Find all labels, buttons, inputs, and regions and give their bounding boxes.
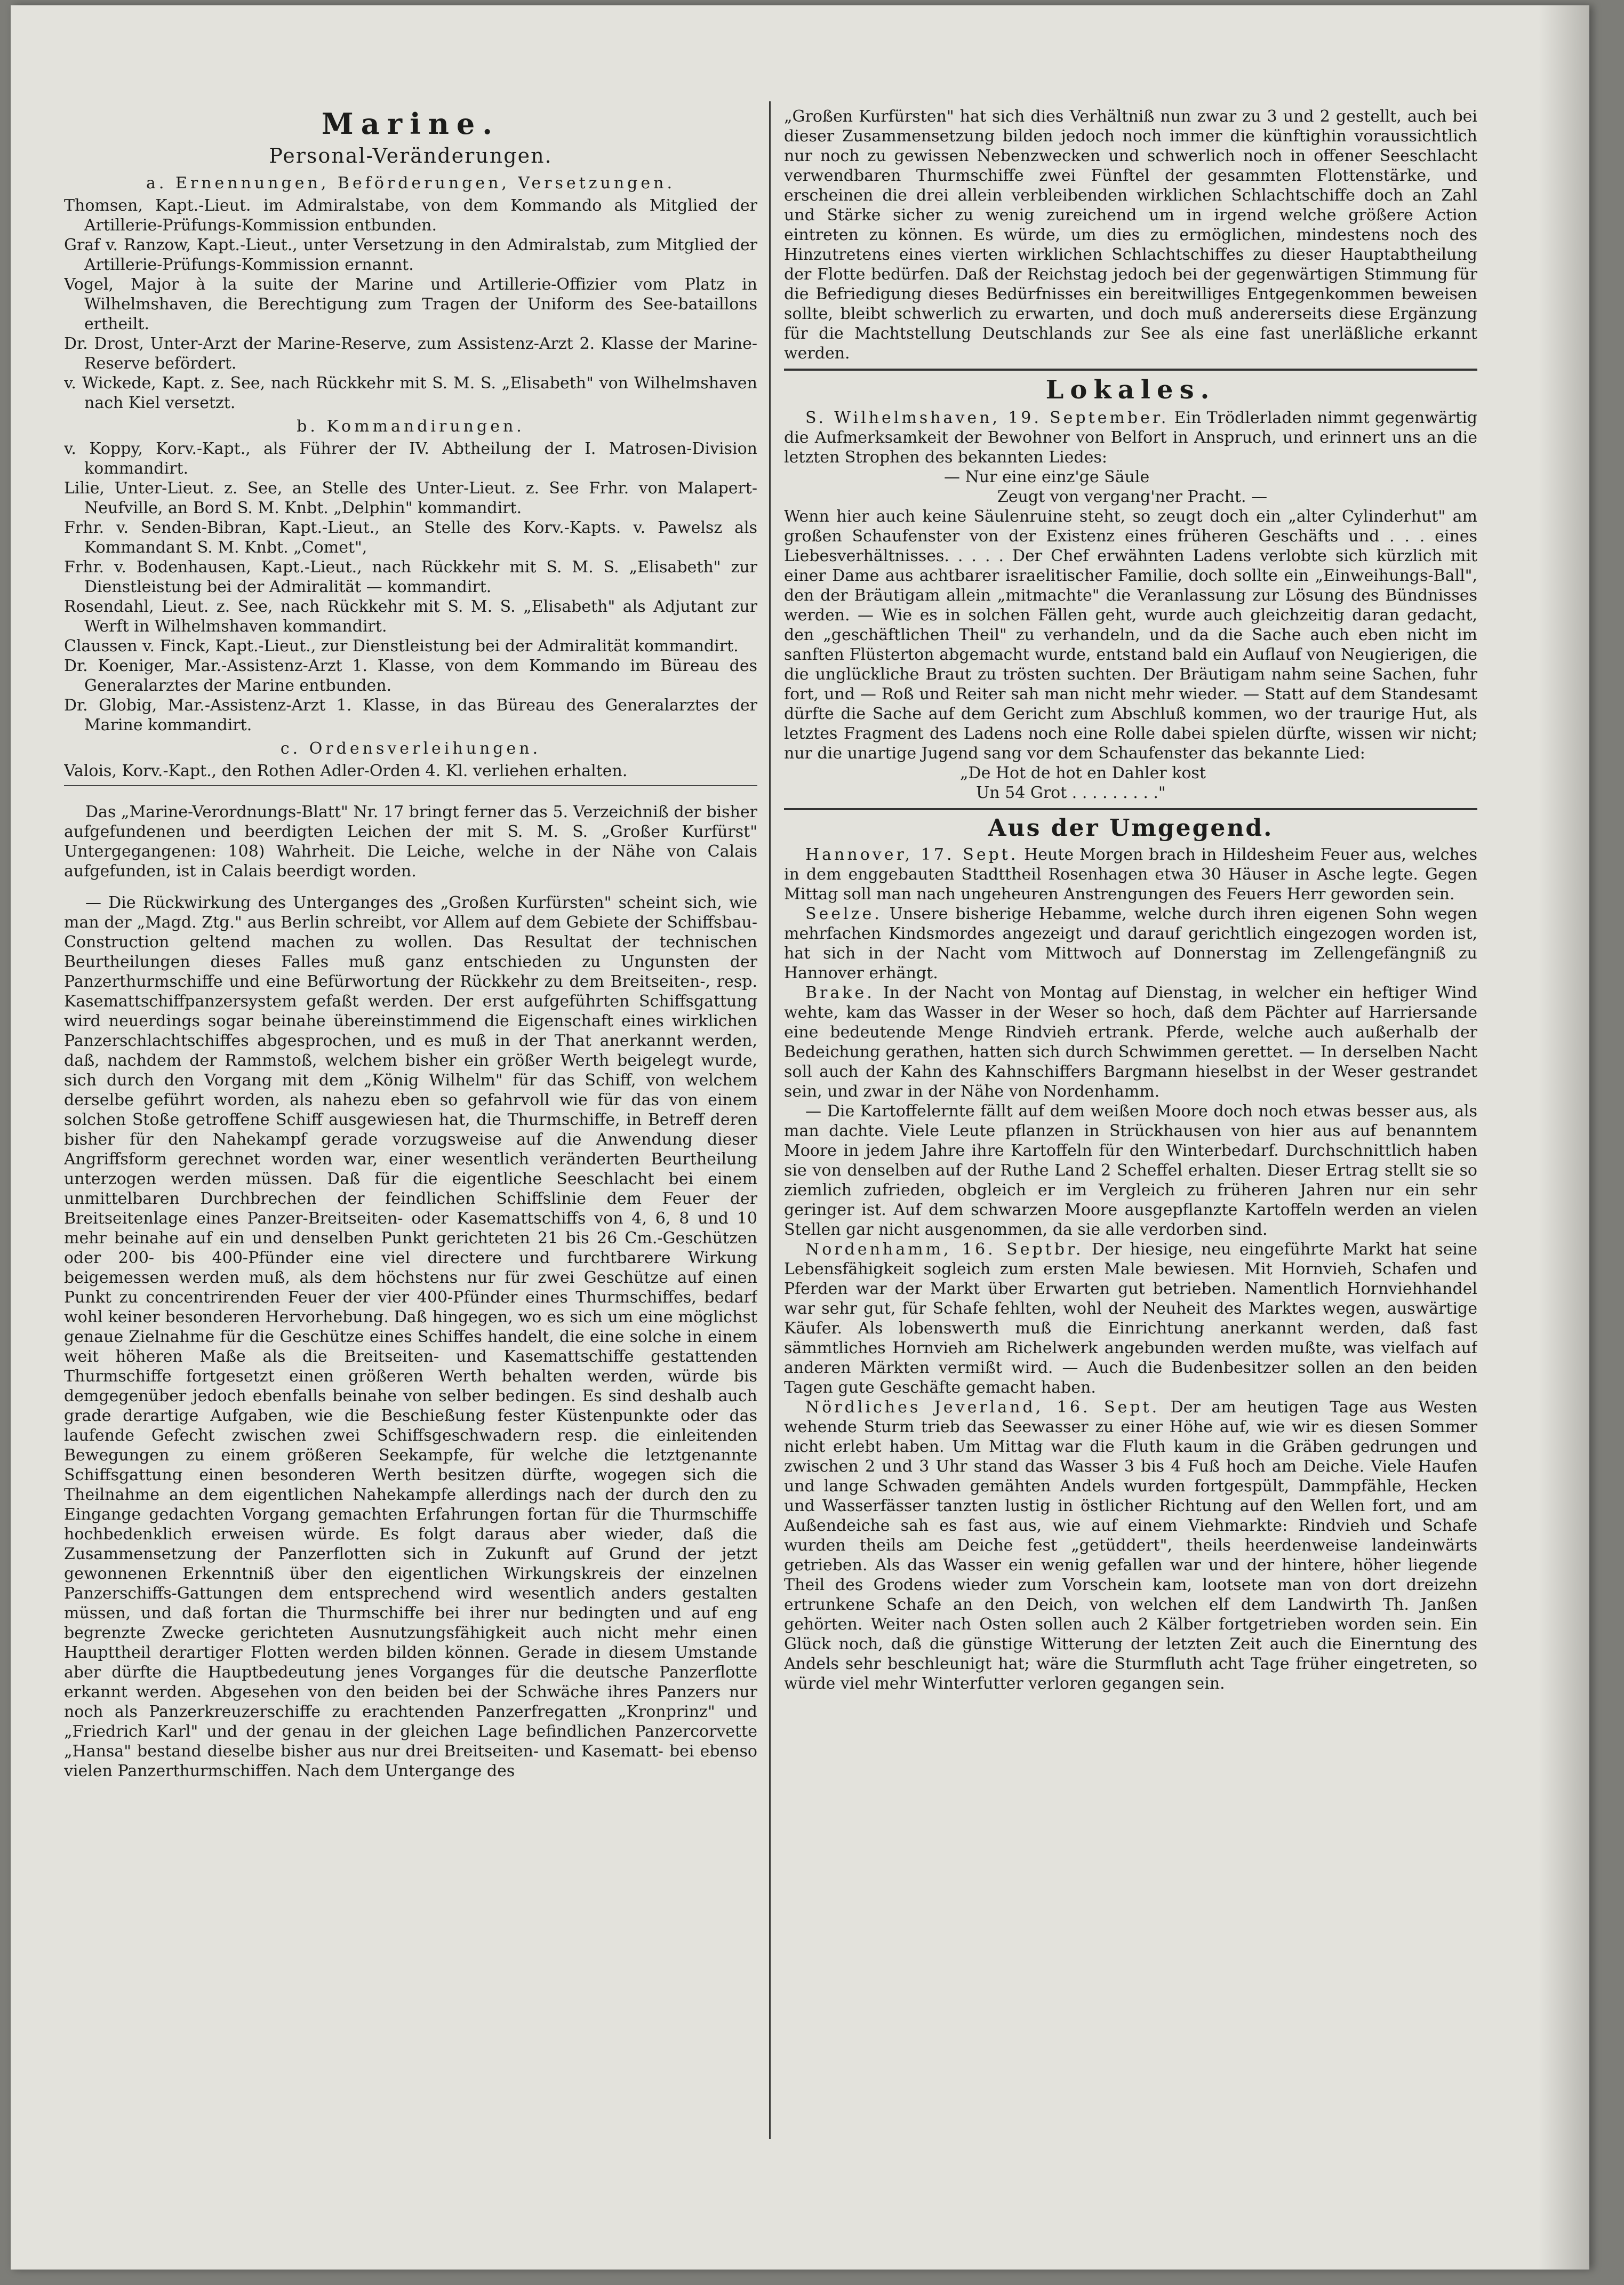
dateline: Brake. xyxy=(805,984,875,1002)
personnel-entry: Frhr. v. Bodenhausen, Kapt.-Lieut., nach Rückkehr mit S. M. S. „Elisabeth" zur Dienstleistung bei der Admiralität — kommandirt. xyxy=(64,558,757,596)
dateline: S. Wilhelmshaven, 19. September. xyxy=(805,409,1169,427)
section-title-umgegend: Aus der Umgegend. xyxy=(988,814,1274,842)
news-text: — Die Kartoffelernte fällt auf dem weißen Moore doch noch etwas besser aus, als man dachte. Viele Leute pflanzen in Strückhausen von hier aus auf benanntem Moore in jedem Jahre ihre Kartoffeln für den Winterbedarf. Durchschnittlich haben sie von denselben auf der Ruthe Land 2 Scheffel erhalten. Dieser Ertrag stellt sie so ziemlich zufrieden, obgleich er im Vergleich zu früheren Jahren nur ein sehr geringer ist. Auf dem schwarzen Moore ausgepflanzte Kartoffeln werden an vielen Stellen gar nicht ausgenommen, da sie alle verdorben sind. xyxy=(784,1102,1477,1239)
dateline: Nördliches Jeverland, 16. Sept. xyxy=(805,1398,1160,1417)
lokales-paragraph xyxy=(784,408,1477,467)
news-item xyxy=(784,904,1477,983)
personnel-entry: Lilie, Unter-Lieut. z. See, an Stelle des Unter-Lieut. z. See Frhr. von Malapert-Neufville, an Bord S. M. Knbt. „Delphin" kommandirt. xyxy=(64,479,757,517)
divider xyxy=(64,785,757,786)
dateline: Seelze. xyxy=(805,905,882,923)
lokales-text: Ein Trödlerladen nimmt gegenwärtig die Aufmerksamkeit der Bewohner von Belfort in Anspruch, und erinnert uns an die letzten Strophen des bekannten Liedes: xyxy=(784,409,1477,467)
category-heading-c: c. Ordensverleihungen. xyxy=(280,739,541,758)
divider xyxy=(784,369,1477,371)
personnel-entry: Graf v. Ranzow, Kapt.-Lieut., unter Versetzung in den Admiralstab, zum Mitglied der Artillerie-Prüfungs-Kommission ernannt. xyxy=(64,236,757,274)
right-column xyxy=(784,107,1477,2176)
section-subtitle: Personal-Veränderungen. xyxy=(269,144,553,167)
personnel-entry: Thomsen, Kapt.-Lieut. im Admiralstabe, von dem Kommando als Mitglied der Artillerie-Prüfungs-Kommission entbunden. xyxy=(64,196,757,235)
personnel-entry: Rosendahl, Lieut. z. See, nach Rückkehr mit S. M. S. „Elisabeth" als Adjutant zur Werft in Wilhelmshaven kommandirt. xyxy=(64,597,757,636)
personnel-entry: v. Wickede, Kapt. z. See, nach Rückkehr mit S. M. S. „Elisabeth" von Wilhelmshaven nach Kiel versetzt. xyxy=(64,374,757,412)
news-text: Unsere bisherige Hebamme, welche durch ihren eigenen Sohn wegen mehrfachen Kindsmordes angezeigt und darauf gerichtlich eingezogen worden ist, hat sich in der Nacht vom Mittwoch auf Donnerstag im Zellengefängniß zu Hannover erhängt. xyxy=(784,905,1477,982)
article-paragraph: Das „Marine-Verordnungs-Blatt" Nr. 17 bringt ferner das 5. Verzeichniß der bisher aufgefundenen und beerdigten Leichen der mit S. M. S. „Großer Kurfürst" Untergegangenen: 108) Wahrheit. Die Leiche, welche in der Nähe von Calais aufgefunden, ist in Calais beerdigt worden. xyxy=(64,803,757,881)
news-item xyxy=(784,1101,1477,1240)
dateline: Hannover, 17. Sept. xyxy=(805,845,1019,864)
news-text: Heute Morgen brach in Hildesheim Feuer aus, welches in dem enggebauten Stadttheil Rosenhagen etwa 30 Häuser in Asche legte. Gegen Mittag soll man nach ungeheuren Anstrengungen des Feuers Herr geworden sein. xyxy=(784,845,1477,904)
news-text: Der hiesige, neu eingeführte Markt hat seine Lebensfähigkeit sogleich zum ersten Male bewiesen. Mit Hornvieh, Schafen und Pferden war der Markt über Erwarten gut betrieben. Namentlich Hornviehhandel war sehr gut, für Schafe fehlten, wohl der Neuheit des Marktes wegen, auswärtige Käufer. Als lobenswerth muß die Einrichtung anerkannt werden, daß fast sämmtliches Hornvieh am Richelwerk angebunden werden mußte, was vielfach auf anderen Märkten vermißt wird. — Auch die Budenbesitzer sollen an den beiden Tagen gute Geschäfte gemacht haben. xyxy=(784,1240,1477,1397)
page-edge-shadow xyxy=(1539,5,1589,2270)
personnel-entry: Dr. Drost, Unter-Arzt der Marine-Reserve, zum Assistenz-Arzt 2. Klasse der Marine-Reserve befördert. xyxy=(64,334,757,373)
news-text: In der Nacht von Montag auf Dienstag, in welcher ein heftiger Wind wehte, kam das Wasser in der Weser so hoch, daß dem Pächter auf Harriersande eine bedeutende Menge Rindvieh ertrank. Pferde, welche auch außerhalb der Bedeichung gerathen, hatten sich durch Schwimmen gerettet. — In derselben Nacht soll auch der Kahn des Kahnschiffers Bargmann hieselbst in der Weser gestrandet sein, und zwar in der Nähe von Nordenhamm. xyxy=(784,984,1477,1101)
news-text: Der am heutigen Tage aus Westen wehende Sturm trieb das Seewasser zu einer Höhe auf, wie wir es diesen Sommer nicht erlebt haben. Um Mittag war die Fluth kaum in die Gräben gedrungen und zwischen 2 und 3 Uhr stand das Wasser 3 bis 4 Fuß hoch am Deiche. Viele Haufen und lange Schwaden gemähten Andels wurden fortgespült, Dammpfähle, Hecken und Wasserfässer tanzten lustig in östlicher Richtung auf den Wellen fort, und am Außendeiche sah es fast aus, wie auf einem Viehmarkte: Rindvieh und Schafe wurden theils am Deiche fest „getüddert", theils heerdenweise landeinwärts getrieben. Als das Wasser ein wenig gefallen war und der hintere, höher liegende Theil des Grodens wieder zum Vorschein kam, lootsete man von dort dreizehn ertrunkene Schafe an den Deich, von welchen elf dem Landwirth Th. Janßen gehörten. Weiter nach Osten sollen auch 2 Kälber fortgetrieben worden sein. Ein Glück noch, daß die günstige Witterung der letzten Zeit auch die Einerntung des Andels sehr beschleunigt hat; wäre die Sturmfluth acht Tage früher eingetreten, so würde viel mehr Winterfutter verloren gegangen sein. xyxy=(784,1398,1477,1693)
news-item xyxy=(784,1397,1477,1693)
news-item xyxy=(784,983,1477,1101)
article-continuation: „Großen Kurfürsten" hat sich dies Verhältniß nun zwar zu 3 und 2 gestellt, auch bei dieser Zusammensetzung bilden jedoch noch immer die künftighin voraussichtlich nur noch zu gewissen Nebenzwecken und schwerlich noch in offener Seeschlacht verwendbaren Thurmschiffe zwei Fünftel der gesammten Flottenstärke, und erscheinen die drei allein verbleibenden wirklichen Schlachtschiffe doch an Zahl und Stärke sicher zu wenig zureichend um in irgend welche größere Action eintreten zu können. Es würde, um dies zu ermöglichen, mindestens noch des Hinzutretens eines vierten wirklichen Schlachtschiffes zu dieser Hauptabtheilung der Flotte bedürfen. Daß der Reichstag jedoch bei der gegenwärtigen Stimmung für die Befriedigung dieses Bedürfnisses ein bereitwilliges Entgegenkommen beweisen sollte, bleibt schwerlich zu erwarten, und doch muß andererseits diese Ergänzung für die Machtstellung Deutschlands zur See als eine fast unerläßliche erkannt werden. xyxy=(784,107,1477,363)
lokales-paragraph: Wenn hier auch keine Säulenruine steht, so zeugt doch ein „alter Cylinderhut" am großen Schaufenster von der Existenz eines früheren Geschäfts und . . . eines Liebesverhältnisses. . . . . Der Chef erwähnten Ladens verlobte sich kürzlich mit einer Dame aus achtbarer israelitischer Familie, doch sollte ein „Einweihungs-Ball", den der Bräutigam allein „mitmachte" die Veranlassung zur Lösung des Bündnisses werden. — Wie es in solchen Fällen geht, wurde auch gleichzeitig daran gedacht, den „geschäftlichen Theil" zu verhandeln, und da die Sache auch eben nicht im sanften Flüsterton abgemacht wurde, entstand bald ein Auflauf von Neugierigen, die die unglückliche Braut zu trösten suchten. Der Bräutigam nahm seine Sachen, fuhr fort, und — Roß und Reiter sah man nicht mehr wieder. — Statt auf dem Standesamt dürfte die Sache auf dem Gericht zum Abschluß kommen, wo der traurige Hut, als letztes Fragment des Ladens noch eine Rolle dabei spielen dürfte, wissen wir nicht; nur die unartige Jugend sang vor dem Schaufenster das bekannte Lied: xyxy=(784,507,1477,763)
personnel-entry: v. Koppy, Korv.-Kapt., als Führer der IV. Abtheilung der I. Matrosen-Division kommandirt. xyxy=(64,440,757,478)
verse-line: Un 54 Grot . . . . . . . . ." xyxy=(976,784,1166,802)
personnel-entry: Frhr. v. Senden-Bibran, Kapt.-Lieut., an Stelle des Korv.-Kapts. v. Pawelsz als Kommandant S. M. Knbt. „Comet", xyxy=(64,518,757,557)
column-divider xyxy=(769,101,771,2139)
personnel-entry: Vogel, Major à la suite der Marine und Artillerie-Offizier vom Platz in Wilhelmshaven, die Berechtigung zum Tragen der Uniform des See-bataillons ertheilt. xyxy=(64,275,757,333)
verse-line: — Nur eine einz'ge Säule xyxy=(944,468,1150,486)
personnel-entry: Valois, Korv.-Kapt., den Rothen Adler-Orden 4. Kl. verliehen erhalten. xyxy=(64,762,628,780)
left-column xyxy=(64,107,757,2112)
divider xyxy=(784,808,1477,810)
article-paragraph: — Die Rückwirkung des Unterganges des „Großen Kurfürsten" scheint sich, wie man der „Magd. Ztg." aus Berlin schreibt, vor Allem auf dem Gebiete der Schiffsbau-Construction geltend machen zu wollen. Das Resultat der technischen Beurtheilungen dieses Falles muß ganz entschieden zu Ungunsten der Panzerthurmschiffe und eine Befürwortung der Rückkehr zu dem Breitseiten-, resp. Kasemattschiffpanzersystem gefaßt werden. Der erst aufgeführten Schiffsgattung wird neuerdings sogar beinahe übereinstimmend die Eigenschaft eines wirklichen Panzerschlachtschiffes abgesprochen, und es muß in der That anerkannt werden, daß, nachdem der Rammstoß, welchem bisher ein größer Werth beigelegt wurde, sich durch den Vorgang mit dem „König Wilhelm" für das Schiff, von welchem derselbe geführt worden, als nahezu eben so gefahrvoll wie für das von einem solchen Stoße getroffene Schiff ausgewiesen hat, die Thurmschiffe, in Betreff deren bisher für den Nahekampf gerade vorzugsweise auf die Anwendung dieser Angriffsform gerechnet worden war, einer wesentlich veränderten Beurtheilung unterzogen werden müssen. Daß für die eigentliche Seeschlacht bei einem unmittelbaren Durchbrechen der feindlichen Schiffslinie dem Feuer der Breitseitenlage eines Panzer-Breitseiten- oder Kasemattschiffs von 4, 6, 8 und 10 mehr beinahe auf ein und denselben Punkt gerichteten 21 bis 26 Cm.-Geschützen oder 200- bis 400-Pfünder eine viel directere und furchtbarere Wirkung beigemessen werden muß, als dem höchstens nur für zwei Geschütze auf einen Punkt zu concentrirenden Feuer der vier 400-Pfünder eines Thurmschiffes, bedarf wohl keiner besonderen Hervorhebung. Daß hingegen, wo es sich um eine möglichst genaue Zielnahme für die Geschütze eines Schiffes handelt, die eine solche in einem weit höheren Maße als die Breitseiten- und Kasemattschiffe gestattenden Thurmschiffe fortgesetzt einen größeren Werth behalten werden, würde bis demgegenüber jedoch ebenfalls beinahe von selber bedingen. Es sind deshalb auch grade derartige Aufgaben, wie die Beschießung fester Küstenpunkte oder das laufende Gefecht zwischen zwei Schiffsgeschwadern resp. die einleitenden Bewegungen zu einem größeren Seekampfe, für welche die letztgenannte Schiffsgattung einen besonderen Werth besitzen dürfte, wogegen sich die Theilnahme an dem eigentlichen Nahekampfe allerdings nach der durch den zu Eingange gedachten Vorgang gemachten Erfahrungen fortan für die Thurmschiffe hochbedenklich erweisen würde. Es folgt daraus aber wieder, daß die Zusammensetzung der Panzerflotten sich in Zukunft auf Grund der jetzt gewonnenen Erkenntniß über den eigentlichen Wirkungskreis der einzelnen Panzerschiffs-Gattungen dem entsprechend wird wesentlich anders gestalten müssen, und daß fortan die Thurmschiffe bei ihrer nur bedingten und auf eng begrenzte Zwecke gerichteten Ausnutzungsfähigkeit auch nicht mehr einen Haupttheil derartiger Flotten werden bilden können. Gerade in diesem Umstande aber dürfte die Hauptbedeutung jenes Vorganges für die deutsche Panzerflotte erkannt werden. Abgesehen von den beiden bei der Schwäche ihres Panzers nur noch als Panzerkreuzerschiffe zu erachtenden Panzerfregatten „Kronprinz" und „Friedrich Karl" und der genau in der gleichen Lage befindlichen Panzercorvette „Hansa" bestand dieselbe bisher aus nur drei Breitseiten- und Kasematt- bei ebenso vielen Panzerthurmschiffen. Nach dem Untergange des xyxy=(64,893,757,1780)
news-item xyxy=(784,1240,1477,1397)
category-heading-a: a. Ernennungen, Beförderungen, Versetzungen. xyxy=(146,174,675,193)
news-item xyxy=(784,845,1477,904)
verse-line: „De Hot de hot en Dahler kost xyxy=(960,764,1206,782)
personnel-entry: Dr. Koeniger, Mar.-Assistenz-Arzt 1. Klasse, von dem Kommando im Büreau des Generalarztes der Marine entbunden. xyxy=(64,657,757,695)
newspaper-page xyxy=(11,5,1589,2270)
verse-line: Zeugt von vergang'ner Pracht. — xyxy=(997,488,1268,506)
section-title-lokales: Lokales. xyxy=(1045,375,1216,405)
section-title-marine: Marine. xyxy=(321,107,500,141)
personnel-entry: Claussen v. Finck, Kapt.-Lieut., zur Dienstleistung bei der Admiralität kommandirt. xyxy=(64,637,739,656)
personnel-entry: Dr. Globig, Mar.-Assistenz-Arzt 1. Klasse, in das Büreau des Generalarztes der Marine kommandirt. xyxy=(64,696,757,734)
category-heading-b: b. Kommandirungen. xyxy=(297,417,525,436)
dateline: Nordenhamm, 16. Septbr. xyxy=(805,1240,1084,1259)
